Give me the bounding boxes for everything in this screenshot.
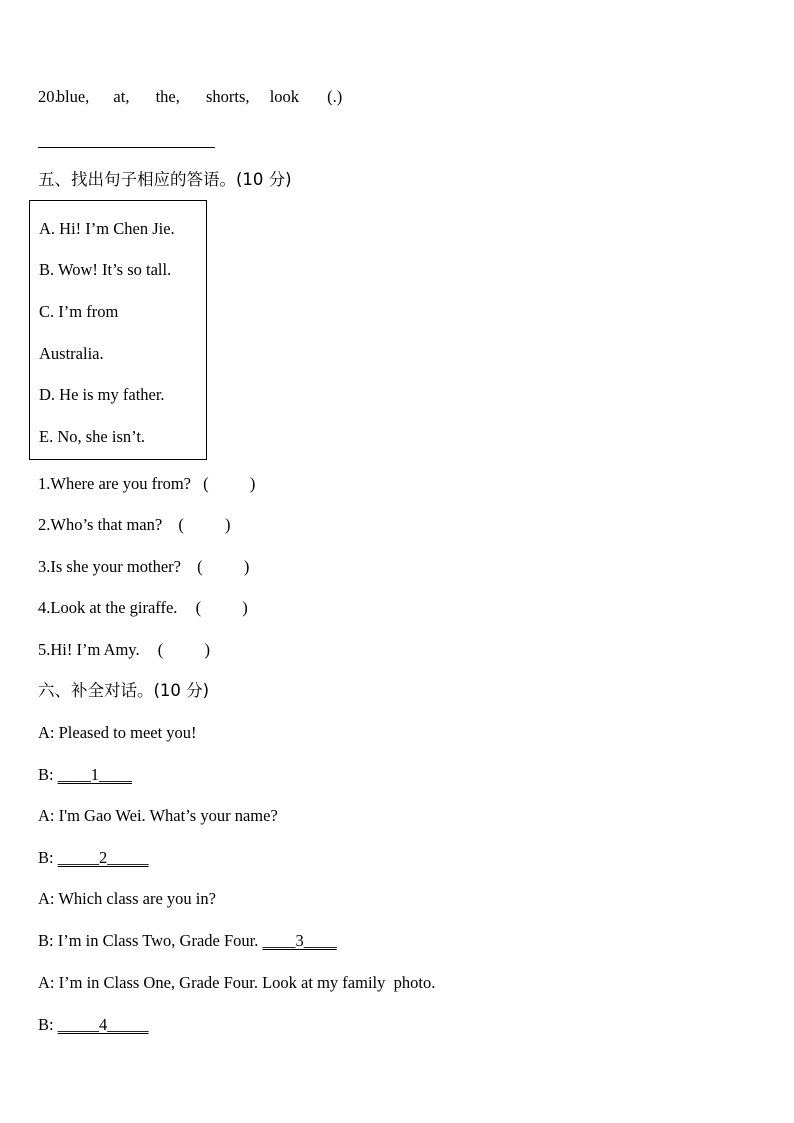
section-5-title: 五、找出句子相应的答语。(10 分) xyxy=(38,170,292,189)
match-question-3 xyxy=(38,557,249,577)
question-number: 20. xyxy=(38,87,59,106)
question-text: 5.Hi! I’m Amy. xyxy=(38,640,140,659)
speaker: B: xyxy=(38,931,54,950)
match-question-4 xyxy=(38,598,248,618)
word: shorts, xyxy=(206,87,250,106)
dialogue-text: I'm Gao Wei. What’s your name? xyxy=(58,806,278,825)
dialogue-line xyxy=(38,848,148,868)
answer-line[interactable] xyxy=(38,147,215,148)
answer-blank-1[interactable]: ____1____ xyxy=(57,765,132,784)
answer-blank[interactable]: ( ) xyxy=(197,557,250,576)
dialogue-text: Which class are you in? xyxy=(58,889,216,908)
word: blue, xyxy=(56,87,90,106)
option-c-cont: Australia. xyxy=(39,344,104,363)
option-d: D. He is my father. xyxy=(39,385,165,404)
dialogue-line xyxy=(38,973,435,993)
section-6-title: 六、补全对话。(10 分) xyxy=(38,681,210,700)
dialogue-text: Pleased to meet you! xyxy=(58,723,197,742)
dialogue-line xyxy=(38,765,132,785)
match-question-5 xyxy=(38,640,210,660)
option-c: C. I’m from xyxy=(39,302,119,321)
match-question-1 xyxy=(38,474,255,494)
dialogue-text: I’m in Class Two, Grade Four. xyxy=(57,931,259,950)
option-b: B. Wow! It’s so tall. xyxy=(39,260,172,279)
answer-blank[interactable]: ( ) xyxy=(203,474,256,493)
speaker: A: xyxy=(38,806,55,825)
answer-options-box xyxy=(29,200,207,460)
dialogue-text: I’m in Class One, Grade Four. Look at my family photo. xyxy=(58,973,436,992)
speaker: B: xyxy=(38,848,54,867)
question-text: 2.Who’s that man? xyxy=(38,515,163,534)
dialogue-line xyxy=(38,889,216,909)
question-20 xyxy=(38,87,342,107)
dialogue-line xyxy=(38,1015,148,1035)
question-text: 4.Look at the giraffe. xyxy=(38,598,178,617)
answer-blank-4[interactable]: _____4_____ xyxy=(57,1015,149,1034)
speaker: A: xyxy=(38,973,55,992)
speaker: B: xyxy=(38,765,54,784)
answer-blank[interactable]: ( ) xyxy=(157,640,210,659)
dialogue-line xyxy=(38,806,278,826)
speaker: B: xyxy=(38,1015,54,1034)
dialogue-line xyxy=(38,723,197,743)
word: (.) xyxy=(327,87,343,106)
answer-blank-3[interactable]: ____3____ xyxy=(262,931,337,950)
speaker: A: xyxy=(38,889,55,908)
question-text: 3.Is she your mother? xyxy=(38,557,181,576)
word: at, xyxy=(113,87,130,106)
speaker: A: xyxy=(38,723,55,742)
word: look xyxy=(269,87,300,106)
word: the, xyxy=(155,87,180,106)
answer-blank-2[interactable]: _____2_____ xyxy=(57,848,149,867)
option-a: A. Hi! I’m Chen Jie. xyxy=(39,219,175,238)
question-text: 1.Where are you from? xyxy=(38,474,192,493)
answer-blank[interactable]: ( ) xyxy=(195,598,248,617)
option-e: E. No, she isn’t. xyxy=(39,427,146,446)
dialogue-line xyxy=(38,931,337,951)
answer-blank[interactable]: ( ) xyxy=(178,515,231,534)
match-question-2 xyxy=(38,515,231,535)
